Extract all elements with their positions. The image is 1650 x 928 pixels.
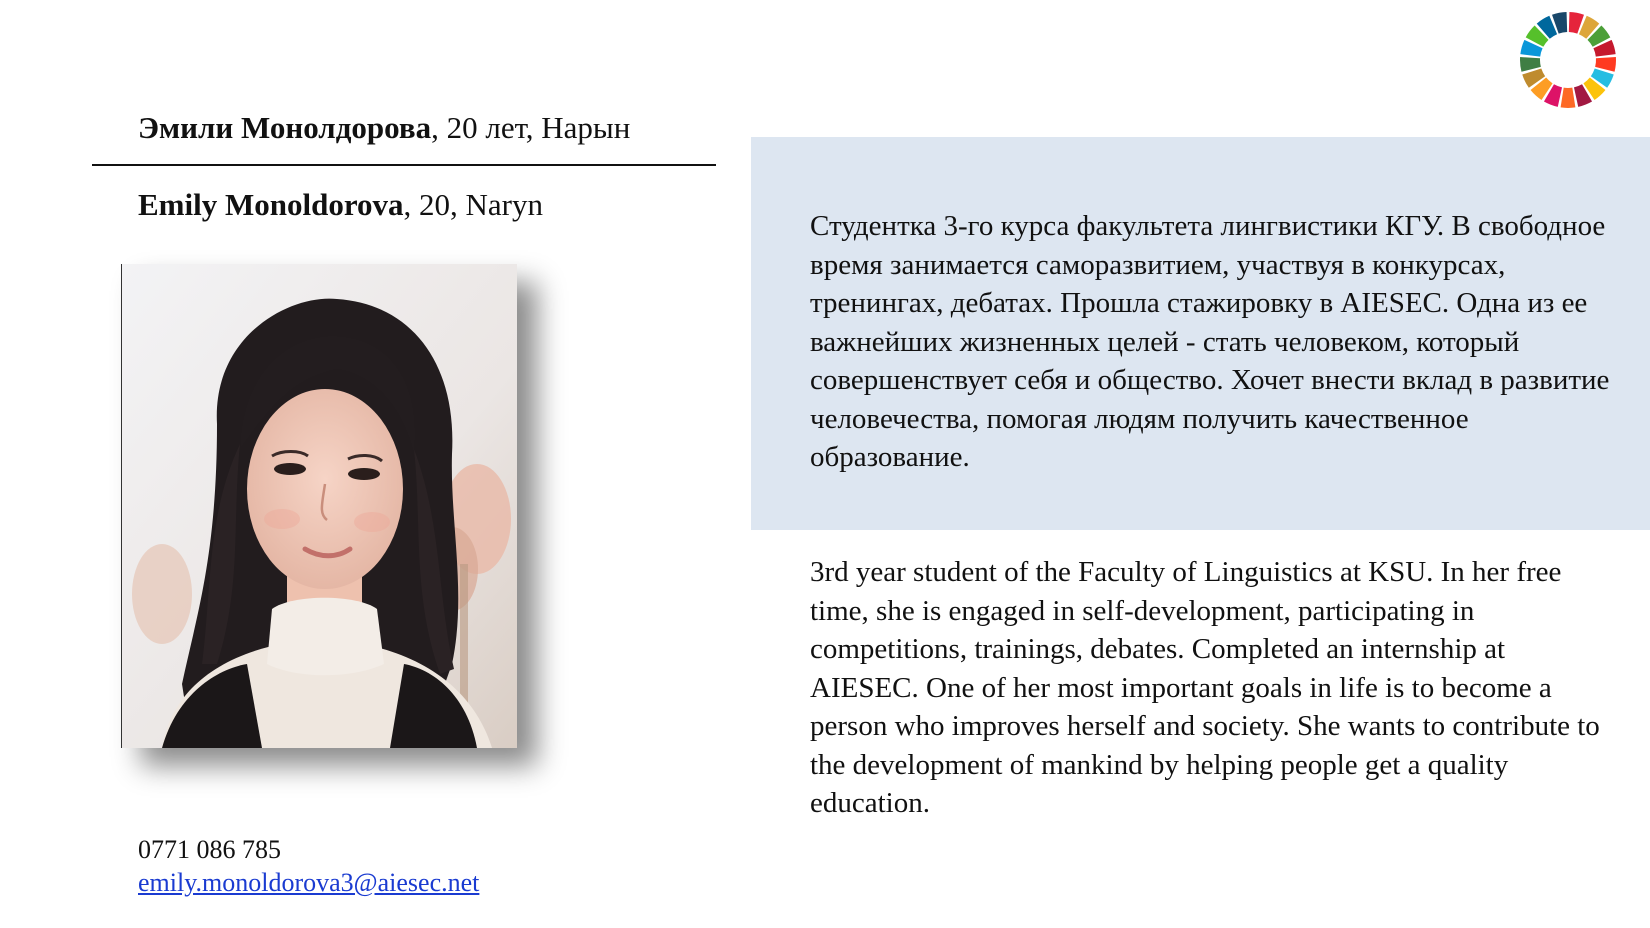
name-english-bold: Emily Monoldorova — [138, 187, 404, 222]
portrait-photo — [121, 264, 517, 748]
name-english — [138, 185, 543, 225]
email-link[interactable]: emily.monoldorova3@aiesec.net — [138, 868, 480, 897]
sdg-wheel-segment — [1520, 57, 1541, 72]
sdg-wheel-icon — [1518, 10, 1618, 110]
sdg-wheel-segment — [1595, 57, 1616, 72]
name-russian — [138, 108, 630, 148]
divider-line — [92, 164, 716, 166]
name-russian-details: , 20 лет, Нарын — [431, 110, 631, 145]
name-russian-bold: Эмили Монолдорова — [138, 110, 432, 145]
bio-english: 3rd year student of the Faculty of Linguistics at KSU. In her free time, she is engaged in self-development, participating in competitions, trainings, debates. Completed an internship at AIESEC. One of her most important goals in life is to become a person who improves herself and society. She wants to contribute to the development of mankind by helping people get a quality education. — [810, 556, 1600, 819]
phone-number: 0771 086 785 — [138, 835, 281, 864]
bio-russian: Студентка 3-го курса факультета лингвистики КГУ. В свободное время занимается саморазвитием, участвуя в конкурсах, тренингах, дебатах. Прошла стажировку в AIESEC. Одна из ее важнейших жизненных целей - стать человеком, который совершенствует себя и общество. Хочет внести вклад в развитие человечества, помогая людям получить качественное образование. — [810, 210, 1610, 473]
name-english-details: , 20, Naryn — [403, 187, 544, 222]
sdg-wheel-segment — [1561, 88, 1576, 108]
portrait-illustration — [122, 264, 517, 748]
